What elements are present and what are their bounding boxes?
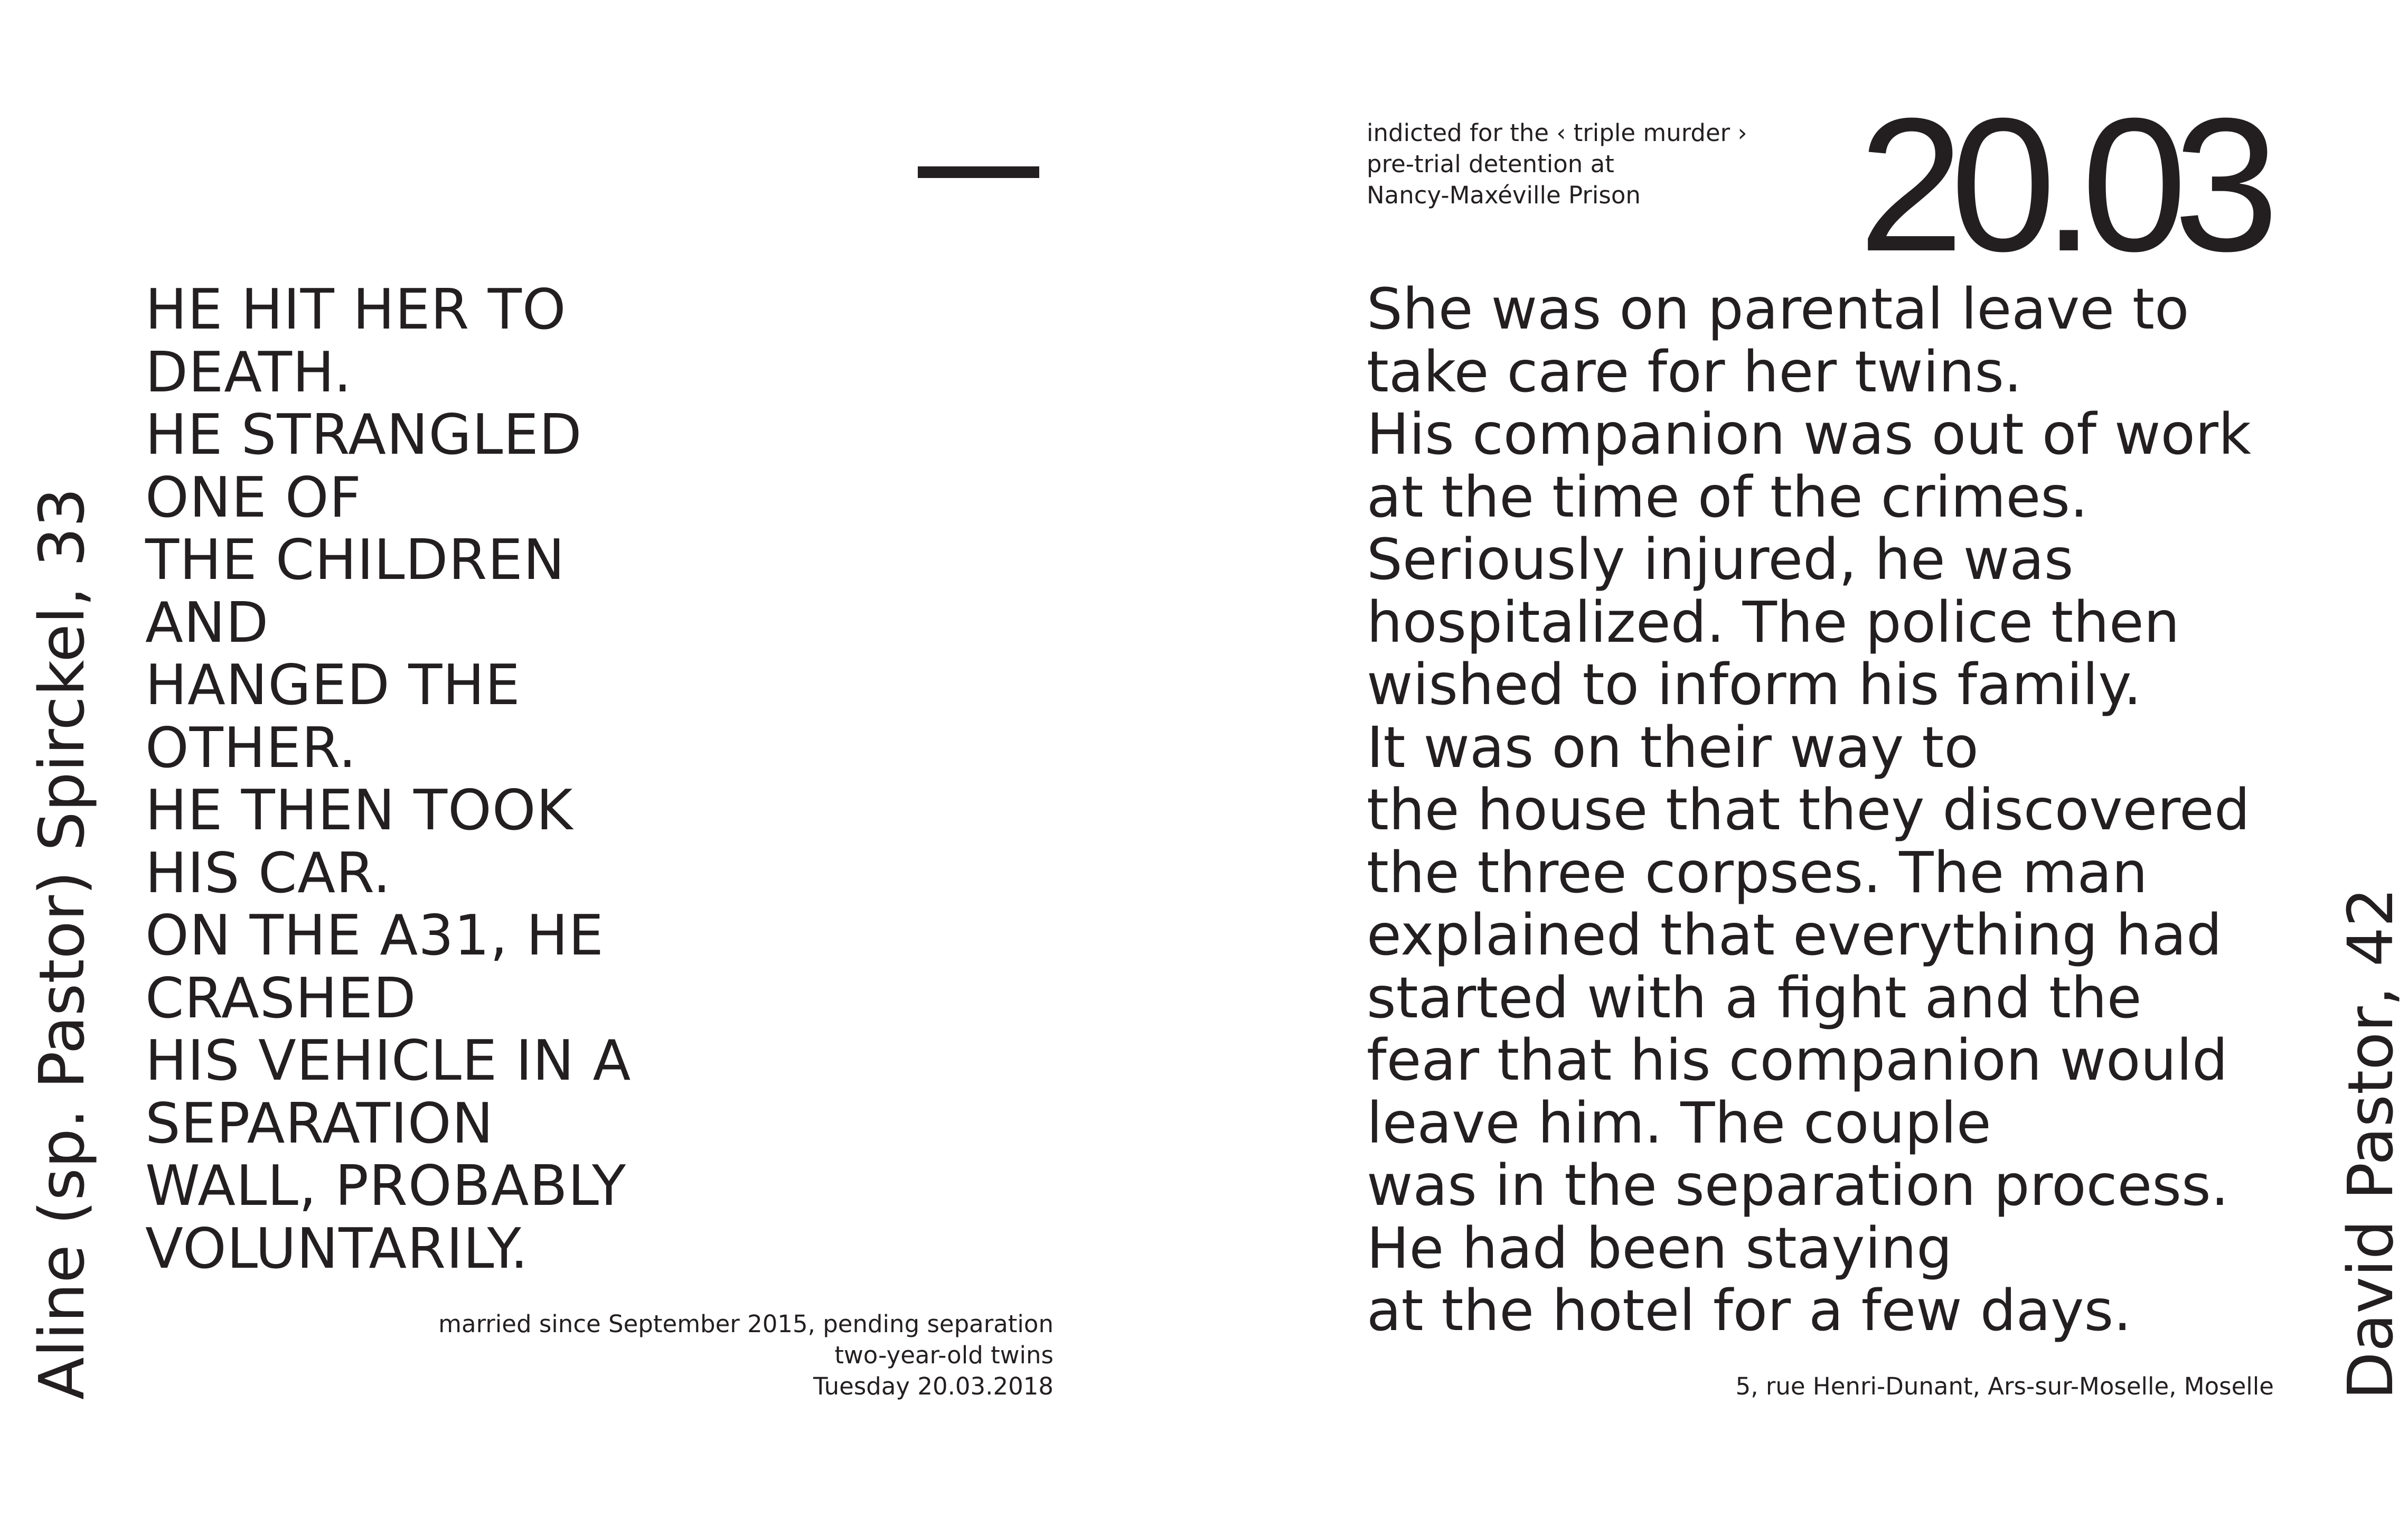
narrative-text: She was on parental leave to take care for her twins. His companion was out of work at the time of the crimes. Seriously injured, he was hospitalized. The police then wished to inform his family. It was on their way to the house that they discovered the three corpses. The man explained that everything had started with a fight and the fear that his companion would leave him. The couple was in the separation process. He had been staying at the hotel for a few days.	[1367, 277, 2251, 1344]
location-address: 5, rue Henri-Dunant, Ars-sur-Moselle, Moselle	[1735, 1372, 2274, 1400]
headline-text: HE HIT HER TO DEATH. HE STRANGLED ONE OF THE CHILDREN AND HANGED THE OTHER. HE THEN TOOK HIS CAR. ON THE A31, HE CRASHED HIS VEHICLE IN A SEPARATION WALL, PROBABLY VOLUNTARILY.	[145, 277, 632, 1281]
perpetrator-name: David Pastor, 42	[2334, 887, 2407, 1400]
legal-status: indicted for the ‹ triple murder › pre-trial detention at Nancy-Maxéville Prison	[1367, 119, 1747, 209]
victim-name: Aline (sp. Pastor) Spirckel, 33	[25, 488, 98, 1400]
em-dash-divider	[918, 166, 1039, 178]
date-heading: 20.03	[1858, 79, 2265, 291]
case-details: married since September 2015, pending separation two-year-old twins Tuesday 20.03.2018	[438, 1310, 1054, 1400]
